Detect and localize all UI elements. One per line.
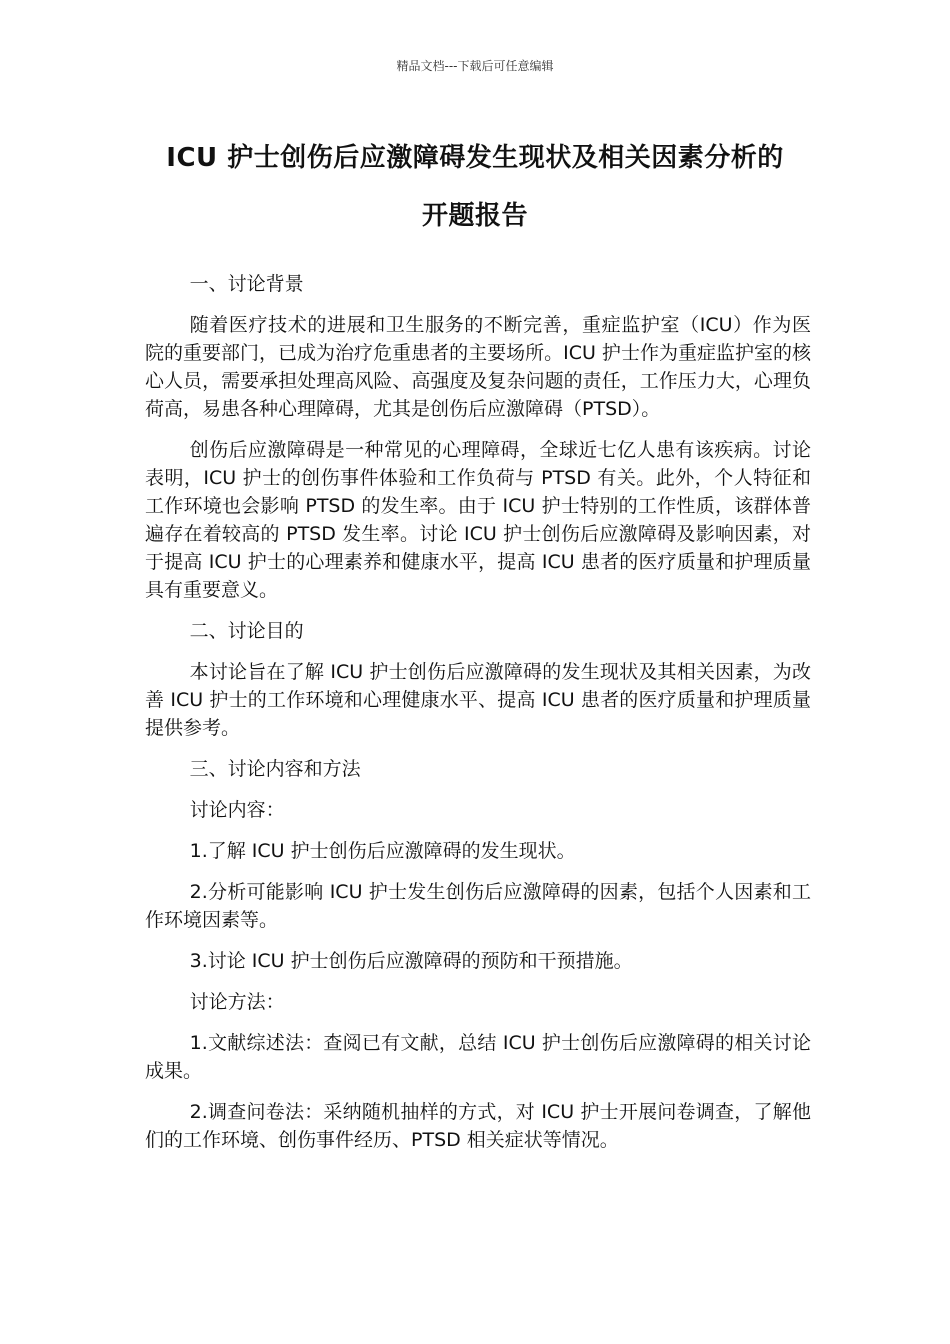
content-label: 讨论内容： [189, 799, 285, 821]
background-paragraph-2: 创伤后应激障碍是一种常见的心理障碍，全球近七亿人患有该疾病。讨论表明，ICU 护士的创伤事件体验和工作负荷与 PTSD 有关。此外，个人特征和工作环境也会影响 PTSD 的发生率。由于 ICU 护士特别的工作性质，该群体普遍存在着较高的 PTSD 发生率。讨论 ICU 护士创伤后应激障碍及影响因素，对于提高 ICU 护士的心理素养和健康水平，提高 ICU 患者的医疗质量和护理质量具有重要意义。 [145, 439, 811, 601]
section-heading-background: 一、讨论背景 [189, 273, 304, 295]
section-heading-content-methods: 三、讨论内容和方法 [189, 758, 361, 780]
page-header-note: 精品文档---下载后可任意编辑 [396, 59, 554, 73]
methods-label: 讨论方法： [189, 991, 285, 1013]
content-item-1: 1.了解 ICU 护士创伤后应激障碍的发生现状。 [189, 840, 576, 862]
document-title-line-2: 开题报告 [421, 201, 528, 231]
content-item-3: 3.讨论 ICU 护士创伤后应激障碍的预防和干预措施。 [189, 950, 633, 972]
method-item-1: 1.文献综述法：查阅已有文献，总结 ICU 护士创伤后应激障碍的相关讨论成果。 [145, 1032, 811, 1082]
method-item-2: 2.调查问卷法：采纳随机抽样的方式，对 ICU 护士开展问卷调查，了解他们的工作环境、创伤事件经历、PTSD 相关症状等情况。 [145, 1101, 811, 1151]
purpose-paragraph: 本讨论旨在了解 ICU 护士创伤后应激障碍的发生现状及其相关因素，为改善 ICU 护士的工作环境和心理健康水平、提高 ICU 患者的医疗质量和护理质量提供参考。 [145, 661, 811, 739]
background-paragraph-1: 随着医疗技术的进展和卫生服务的不断完善，重症监护室（ICU）作为医院的重要部门，已成为治疗危重患者的主要场所。ICU 护士作为重症监护室的核心人员，需要承担处理高风险、高强度及复杂问题的责任，工作压力大，心理负荷高，易患各种心理障碍，尤其是创伤后应激障碍（PTSD）。 [145, 314, 811, 420]
section-heading-purpose: 二、讨论目的 [189, 620, 304, 642]
document-title-line-1: ICU 护士创伤后应激障碍发生现状及相关因素分析的 [166, 143, 784, 173]
content-item-2: 2.分析可能影响 ICU 护士发生创伤后应激障碍的因素，包括个人因素和工作环境因素等。 [145, 881, 811, 931]
document-body [145, 270, 811, 1167]
